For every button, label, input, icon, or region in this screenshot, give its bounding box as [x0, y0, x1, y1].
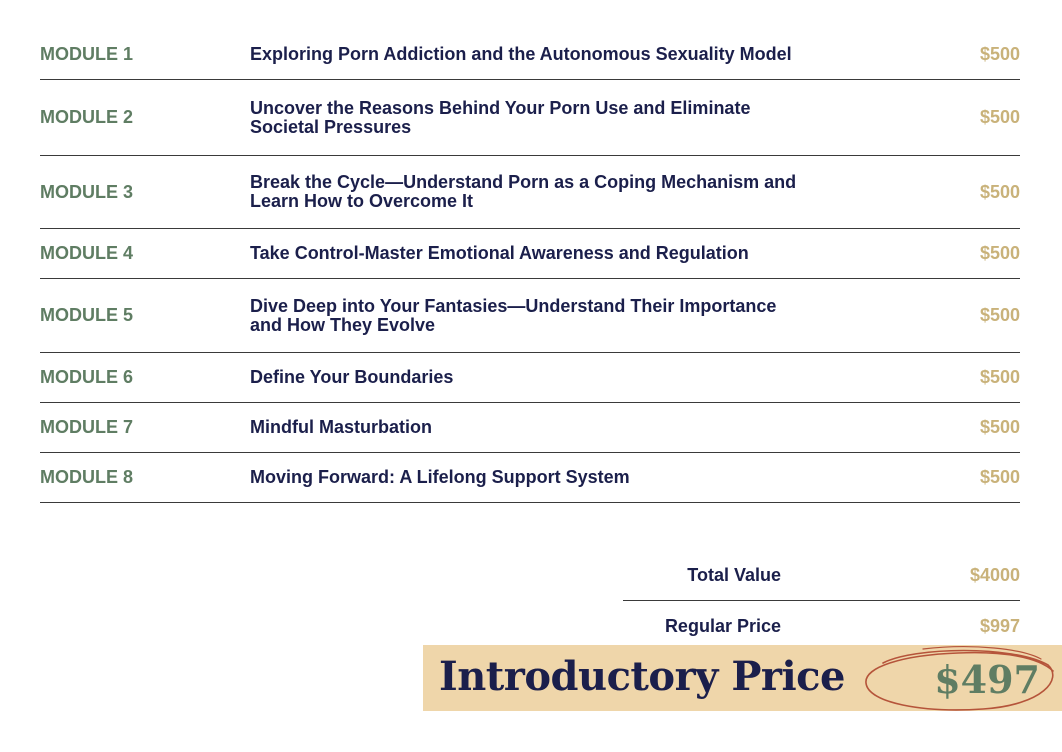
module-row-4 [40, 229, 1020, 279]
module-label: MODULE 1 [40, 44, 134, 64]
total-value-amount: $4000 [969, 565, 1020, 585]
regular-price-label: Regular Price [664, 615, 781, 636]
module-price: $500 [979, 417, 1020, 437]
module-label: MODULE 3 [40, 181, 134, 202]
module-label: MODULE 4 [40, 243, 134, 263]
module-title: Break the Cycle—Understand Porn as a Coping Mechanism and Learn How to Overcome It [250, 172, 797, 211]
module-label: MODULE 2 [40, 107, 134, 127]
module-row-6 [40, 353, 1020, 403]
regular-price-amount: $997 [979, 615, 1020, 636]
total-value-label: Total Value [687, 565, 781, 585]
introductory-price-amount: $497 [934, 657, 1040, 702]
module-title: Take Control-Master Emotional Awareness and Regulation [250, 243, 749, 263]
module-price: $500 [979, 44, 1020, 64]
module-row-1 [40, 30, 1020, 80]
module-price: $500 [979, 367, 1020, 387]
module-row-8 [40, 453, 1020, 503]
module-title: Uncover the Reasons Behind Your Porn Use and Eliminate Societal Pressures [250, 97, 751, 137]
module-price: $500 [979, 467, 1020, 487]
module-label: MODULE 5 [40, 305, 134, 325]
module-label: MODULE 7 [40, 417, 134, 437]
total-value-row [623, 551, 1020, 601]
introductory-price-band [423, 645, 1062, 711]
introductory-price-label: Introductory Price [439, 653, 845, 700]
module-title: Moving Forward: A Lifelong Support System [250, 467, 630, 487]
module-label: MODULE 8 [40, 467, 134, 487]
regular-price-row [623, 601, 1020, 651]
module-price: $500 [979, 107, 1020, 127]
module-price: $500 [979, 243, 1020, 263]
module-title: Define Your Boundaries [250, 367, 454, 387]
module-row-2 [40, 80, 1020, 156]
module-title: Exploring Porn Addiction and the Autonomous Sexuality Model [250, 44, 792, 64]
module-row-5 [40, 279, 1020, 353]
module-row-7 [40, 403, 1020, 453]
module-title: Mindful Masturbation [250, 417, 432, 437]
module-label: MODULE 6 [40, 367, 134, 387]
module-price: $500 [979, 181, 1020, 202]
module-title: Dive Deep into Your Fantasies—Understand Their Importance and How They Evolve [250, 295, 777, 335]
module-price: $500 [979, 305, 1020, 325]
module-list [40, 30, 1020, 503]
module-row-3 [40, 156, 1020, 229]
